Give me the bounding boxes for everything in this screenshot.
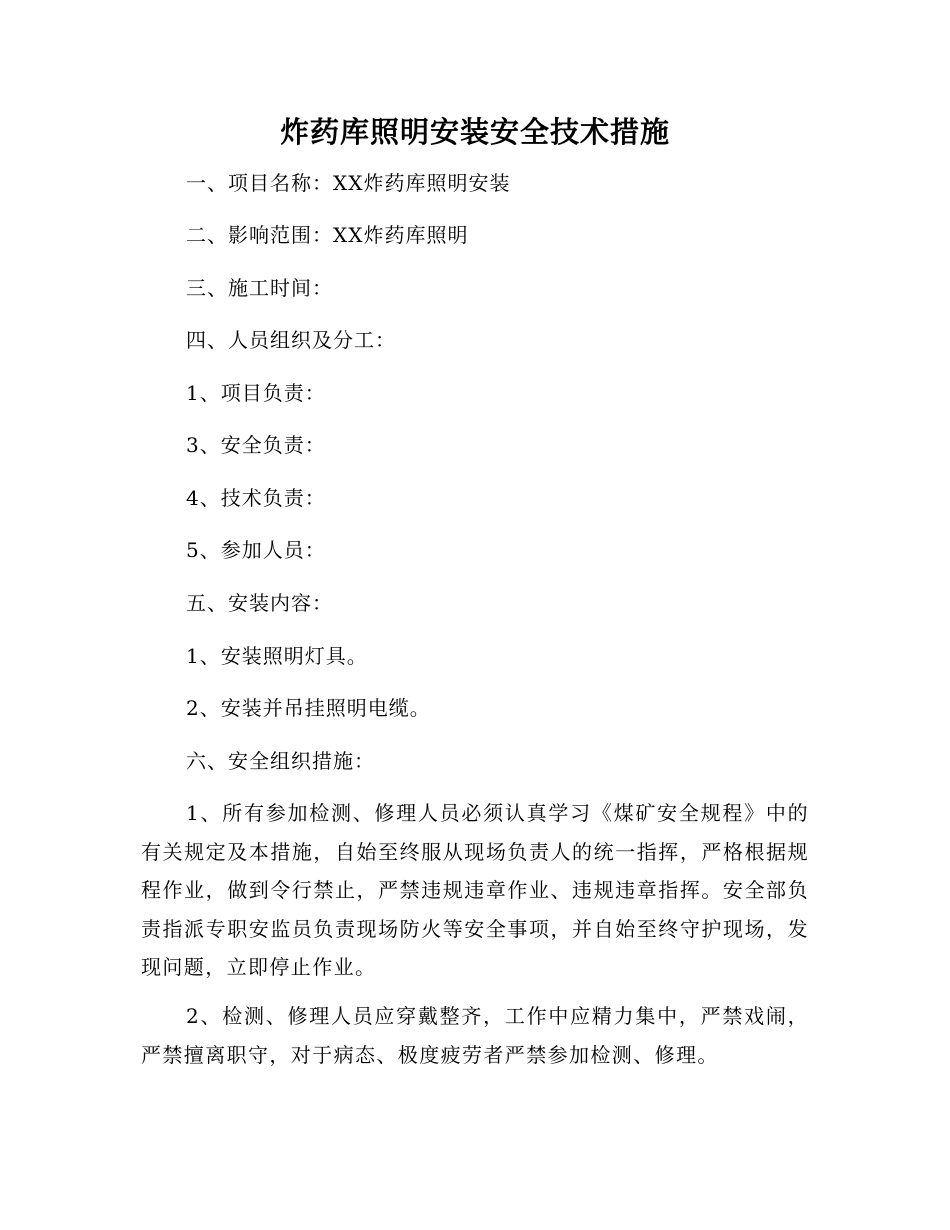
document-title: 炸药库照明安装安全技术措施 (279, 115, 670, 149)
personnel-safety-lead: 3、安全负责： (186, 433, 326, 457)
personnel-technical-lead: 4、技术负责： (186, 486, 326, 510)
safety-measure-paragraph: 1、所有参加检测、修理人员必须认真学习《煤矿安全规程》中的有关规定及本措施，自始至终服从现场负责人的统一指挥，严格根据规程作业，做到令行禁止，严禁违规违章作业、违规违章指挥。安全部负责指派专职安监员负责现场防火等安全事项，并自始至终守护现场，发现问题，立即停止作业。 (141, 801, 809, 979)
personnel-project-lead: 1、项目负责： (186, 381, 326, 405)
safety-measure-paragraph: 2、检测、修理人员应穿戴整齐，工作中应精力集中，严禁戏闹，严禁擅离职守，对于病态、极度疲劳者严禁参加检测、修理。 (141, 1004, 809, 1067)
personnel-participants: 5、参加人员： (186, 538, 326, 562)
section-scope: 二、影响范围：XX炸药库照明 (186, 223, 469, 247)
content-item-lamps: 1、安装照明灯具。 (186, 644, 368, 668)
content-item-cables: 2、安装并吊挂照明电缆。 (186, 696, 431, 720)
section-installation-content: 五、安装内容： (186, 591, 333, 615)
section-safety-measures: 六、安全组织措施： (186, 749, 375, 773)
section-project-name: 一、项目名称：XX炸药库照明安装 (186, 171, 511, 195)
section-personnel: 四、人员组织及分工： (186, 328, 396, 352)
section-construction-time: 三、施工时间： (186, 276, 333, 300)
